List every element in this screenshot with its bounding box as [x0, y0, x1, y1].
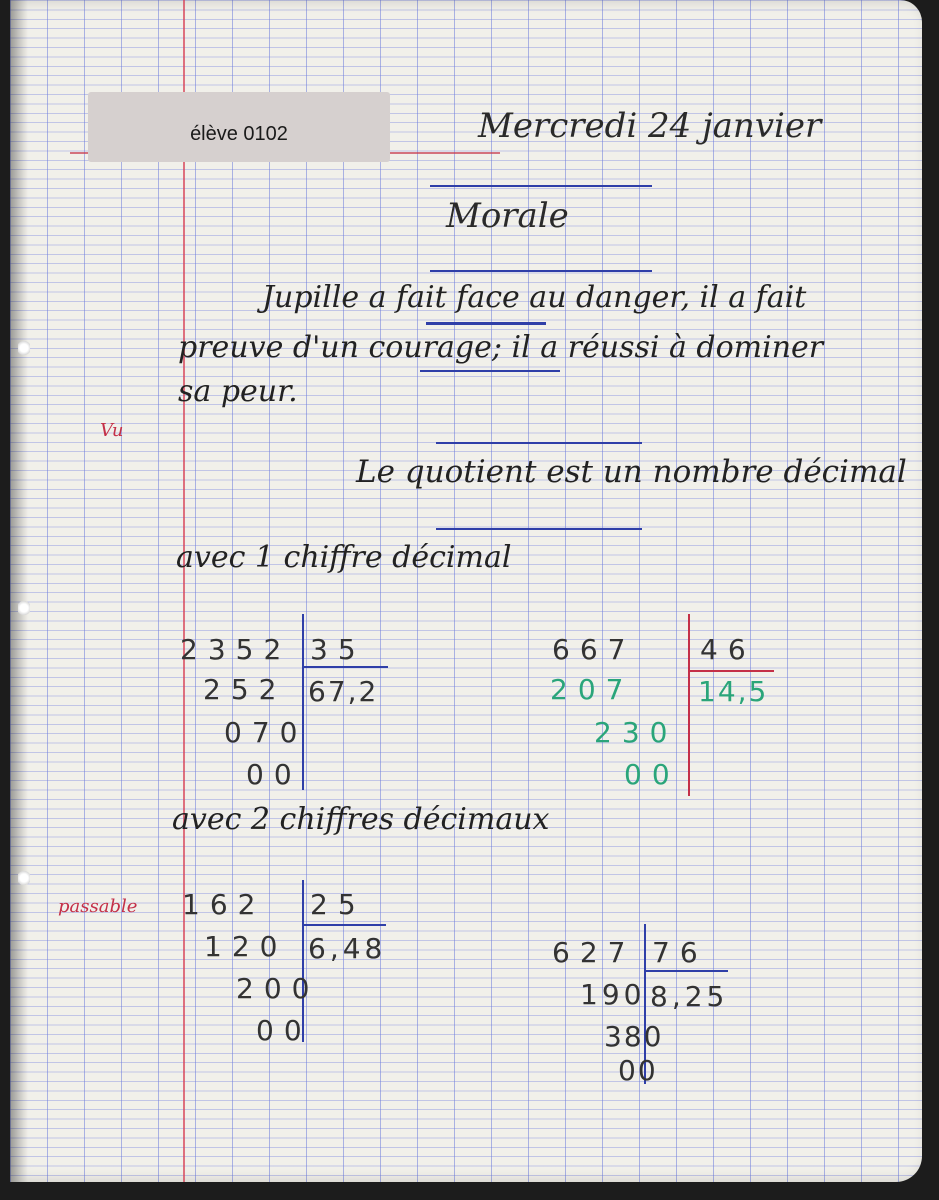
div3-divisor: 25	[310, 888, 366, 921]
division-bar	[644, 970, 728, 972]
div4-divisor: 76	[652, 936, 708, 969]
div4-remainder: 00	[618, 1054, 658, 1087]
div3-remainder: 200	[236, 972, 320, 1005]
div1-remainder: 070	[224, 716, 308, 749]
rule	[436, 528, 642, 530]
div3-quotient: 6,48	[308, 932, 387, 965]
underline	[420, 370, 560, 372]
notebook-page	[10, 0, 922, 1182]
teacher-mark-vu: Vu	[100, 420, 124, 441]
div4-dividend: 627	[552, 936, 636, 969]
underline	[426, 322, 546, 325]
division-bar	[688, 614, 690, 796]
div2-dividend: 667	[552, 633, 636, 666]
div3-remainder: 00	[256, 1014, 312, 1047]
div2-remainder: 207	[550, 673, 634, 706]
division-bar	[302, 614, 304, 790]
margin-line	[183, 0, 185, 1182]
division-bar	[302, 924, 386, 926]
div4-remainder: 380	[604, 1020, 664, 1053]
div2-remainder: 230	[594, 716, 678, 749]
div1-quotient: 67,2	[308, 675, 379, 708]
moral-line-3: sa peur.	[178, 374, 298, 409]
moral-line-2: preuve d'un courage; il a réussi à dominer	[178, 330, 824, 365]
div4-remainder: 190	[580, 978, 646, 1011]
div1-dividend: 2352	[180, 633, 292, 666]
division-bar	[688, 670, 774, 672]
div1-divisor: 35	[310, 633, 366, 666]
lesson-title: Le quotient est un nombre décimal	[356, 454, 907, 490]
rule	[430, 270, 652, 272]
student-label: élève 0102	[190, 123, 288, 145]
binding-hole	[18, 600, 30, 616]
section-title: Morale	[446, 196, 569, 236]
div2-quotient: 14,5	[698, 675, 769, 708]
div1-remainder: 252	[203, 673, 287, 706]
div3-dividend: 162	[182, 888, 266, 921]
division-bar	[302, 666, 388, 668]
subheading-2: avec 2 chiffres décimaux	[172, 802, 550, 837]
binding-hole	[18, 870, 30, 886]
div3-remainder: 120	[204, 930, 288, 963]
date-heading: Mercredi 24 janvier	[478, 106, 822, 146]
div4-quotient: 8,25	[650, 980, 729, 1013]
rule	[436, 442, 642, 444]
teacher-grade: passable	[58, 896, 138, 917]
div2-remainder: 00	[624, 758, 680, 791]
moral-line-1: Jupille a fait face au danger, il a fait	[262, 280, 807, 315]
page-gutter	[10, 0, 28, 1182]
binding-hole	[18, 340, 30, 356]
student-label-box	[88, 92, 390, 162]
div2-divisor: 46	[700, 633, 756, 666]
rule	[430, 185, 652, 187]
subheading-1: avec 1 chiffre décimal	[176, 540, 512, 575]
div1-remainder: 00	[246, 758, 302, 791]
